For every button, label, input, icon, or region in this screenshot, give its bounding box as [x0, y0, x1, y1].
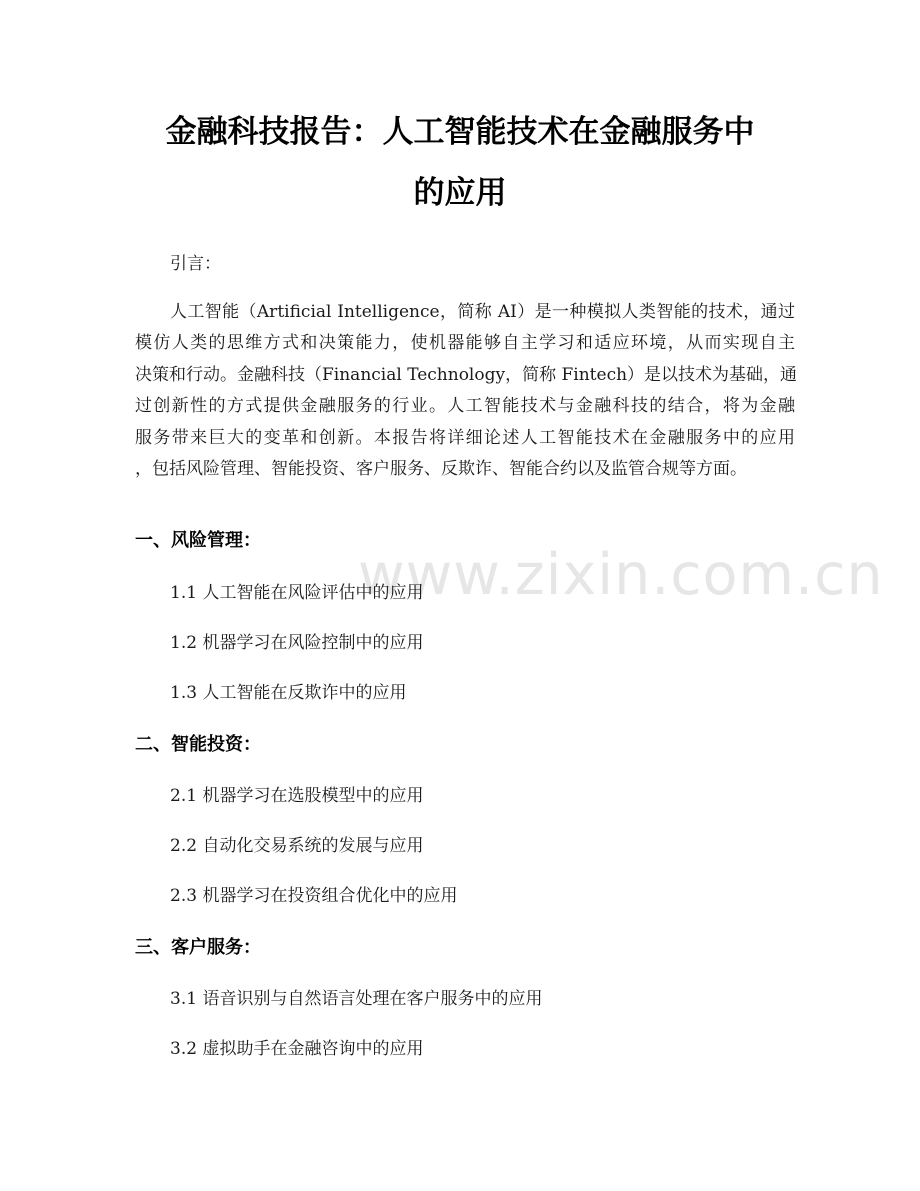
section-heading-risk-management: 一、风险管理： — [135, 530, 261, 551]
section-item: 1.3 人工智能在反欺诈中的应用 — [170, 683, 407, 703]
intro-paragraph — [135, 297, 798, 485]
section-item: 2.1 机器学习在选股模型中的应用 — [170, 786, 424, 806]
intro-line: 人工智能（Artificial Intelligence，简称 AI）是一种模拟人类智能的技术，通过 — [170, 302, 795, 322]
section-item: 3.1 语音识别与自然语言处理在客户服务中的应用 — [170, 989, 543, 1009]
section-heading-smart-investment: 二、智能投资： — [135, 734, 261, 755]
section-item: 1.2 机器学习在风险控制中的应用 — [170, 633, 424, 653]
document-title-line-1: 金融科技报告：人工智能技术在金融服务中 — [165, 114, 755, 150]
section-item: 3.2 虚拟助手在金融咨询中的应用 — [170, 1039, 424, 1059]
watermark: www.zixin.com.cn — [358, 542, 884, 608]
intro-line: ，包括风险管理、智能投资、客户服务、反欺诈、智能合约以及监管合规等方面。 — [135, 458, 747, 479]
document-title-line-2: 的应用 — [413, 175, 507, 211]
section-item: 2.2 自动化交易系统的发展与应用 — [170, 836, 424, 856]
intro-line: 决策和行动。金融科技（Financial Technology，简称 Fintech）是以技术为基础，通 — [135, 364, 798, 385]
intro-line: 服务带来巨大的变革和创新。本报告将详细论述人工智能技术在金融服务中的应用 — [135, 427, 795, 448]
section-heading-customer-service: 三、客户服务： — [135, 937, 261, 958]
intro-label: 引言： — [170, 254, 221, 274]
section-item: 1.1 人工智能在风险评估中的应用 — [170, 583, 424, 603]
intro-line: 过创新性的方式提供金融服务的行业。人工智能技术与金融科技的结合，将为金融 — [135, 396, 795, 417]
section-item: 2.3 机器学习在投资组合优化中的应用 — [170, 886, 458, 906]
intro-line: 模仿人类的思维方式和决策能力，使机器能够自主学习和适应环境，从而实现自主 — [135, 333, 795, 354]
